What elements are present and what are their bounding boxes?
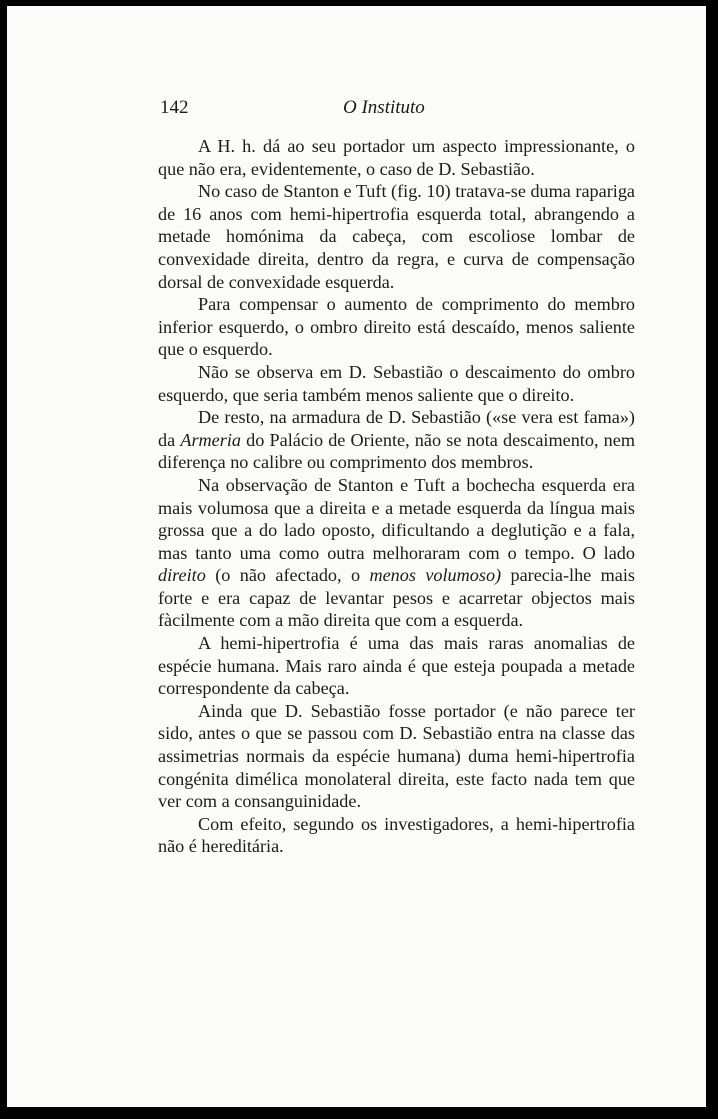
paragraph-text: parecia-lhe mais forte e era capaz de levantar pesos e acarretar objectos mais fàcilmente com a mão direita que com a esquerda. [158,565,636,631]
paragraph-text: do Palácio de Oriente, não se nota descaimento, nem diferença no calibre ou comprimento dos membros. [158,429,635,473]
paragraph-text: (o não afectado, o [205,565,370,586]
running-title: O Instituto [343,97,425,118]
paragraph-text: De resto, na armadura de D. Sebastião («se vera est fama») da [158,407,635,450]
italic-term-armeria: Armeria [180,429,241,450]
body-text [158,135,635,858]
paragraph: Ainda que D. Sebastião fosse portador (e não parece ter sido, antes o que se passou com D. Sebastião entra na classe das assimetrias normais da espécie humana) duma hemi-hipertrofia congénita dimélica monolateral direita, este facto nada tem que ver com a consanguinidade. [158,700,635,812]
italic-term-menos-volumoso: menos volumoso) [369,565,502,586]
page-number: 142 [160,97,189,118]
paragraph: No caso de Stanton e Tuft (fig. 10) tratava-se duma rapariga de 16 anos com hemi-hipertrofia esquerda total, abrangendo a metade homónima da cabeça, com escoliose lombar de convexidade direita, dentro da regra, e curva de compensação dorsal de convexidade esquerda. [158,181,635,292]
paragraph: A hemi-hipertrofia é uma das mais raras anomalias de espécie humana. Mais raro ainda é que esteja poupada a metade correspondente da cabeça. [158,633,635,699]
page-header [160,97,635,123]
paragraph: Para compensar o aumento de comprimento do membro inferior esquerdo, o ombro direito está descaído, menos saliente que o esquerdo. [158,294,635,360]
paragraph: A H. h. dá ao seu portador um aspecto impressionante, o que não era, evidentemente, o caso de D. Sebastião. [158,136,635,179]
paragraph-text: Na observação de Stanton e Tuft a bochecha esquerda era mais volumosa que a direita e a metade esquerda da língua mais grossa que a do lado oposto, dificultando a deglutição e a fala, mas tanto uma como outra melhoraram com o tempo. O lado [158,474,635,563]
paragraph: Não se observa em D. Sebastião o descaimento do ombro esquerdo, que seria também menos saliente que o direito. [158,361,635,405]
book-page [7,6,706,1107]
paragraph: Com efeito, segundo os investigadores, a hemi-hipertrofia não é hereditária. [158,813,635,857]
paragraph [158,406,635,474]
paragraph [158,474,635,632]
italic-term-direito: direito [158,565,206,586]
